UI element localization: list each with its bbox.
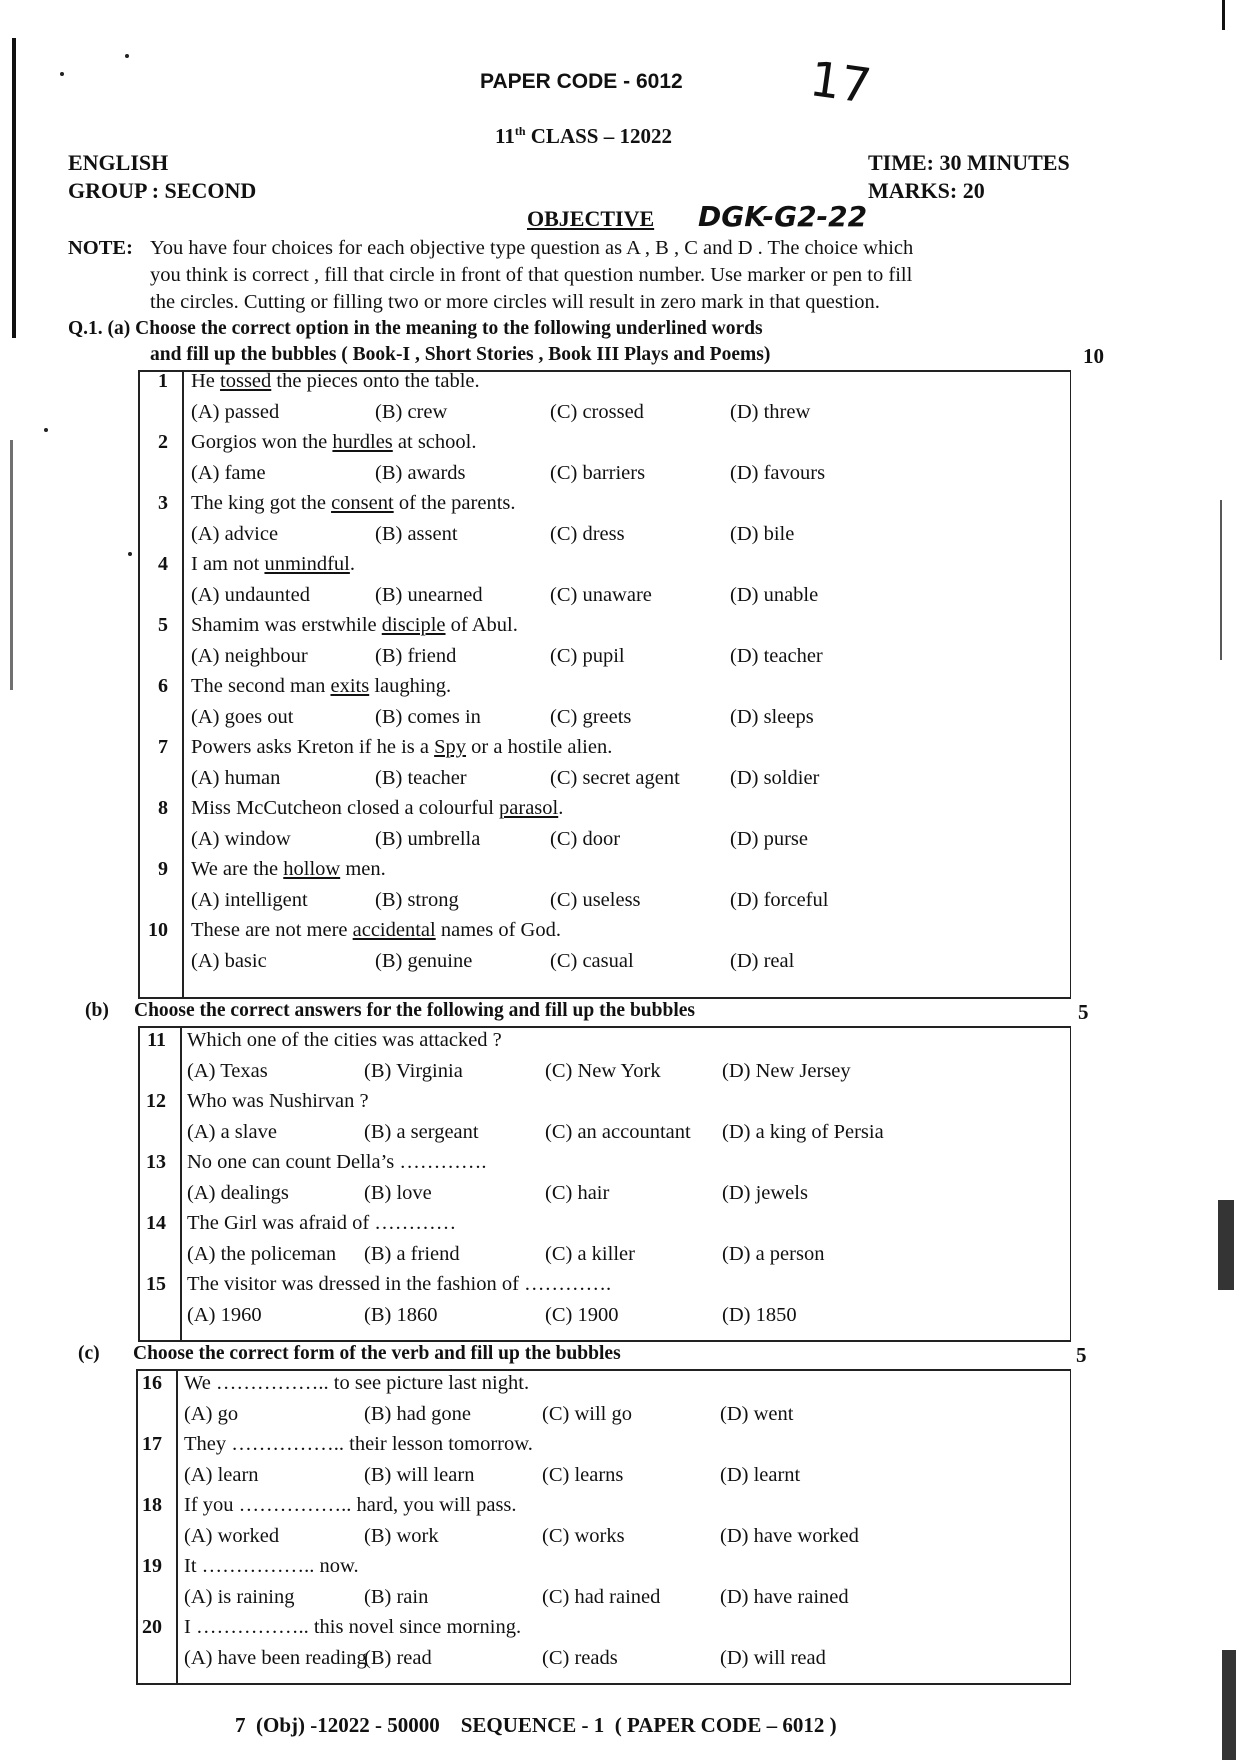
option-b: (B) work bbox=[364, 1524, 439, 1547]
option-d: (D) went bbox=[720, 1402, 794, 1425]
option-a: (A) undaunted bbox=[191, 583, 310, 606]
option-b: (B) a sergeant bbox=[364, 1120, 479, 1143]
scan-edge-right-mid bbox=[1220, 500, 1222, 660]
subject-label: ENGLISH bbox=[68, 150, 169, 175]
question-number: 15 bbox=[146, 1273, 166, 1295]
class-number: 11 bbox=[495, 124, 515, 148]
option-b: (B) 1860 bbox=[364, 1303, 438, 1326]
question-text: If you …………….. hard, you will pass. bbox=[184, 1494, 517, 1516]
question-text: No one can count Della’s …………. bbox=[187, 1151, 487, 1173]
option-a: (A) 1960 bbox=[187, 1303, 262, 1326]
underlined-word: tossed bbox=[220, 370, 272, 392]
option-a: (A) the policeman bbox=[187, 1242, 337, 1265]
option-a: (A) intelligent bbox=[191, 888, 308, 911]
option-d: (D) New Jersey bbox=[722, 1059, 851, 1082]
option-a: (A) a slave bbox=[187, 1120, 277, 1143]
question-number: 4 bbox=[158, 553, 168, 575]
option-c: (C) 1900 bbox=[545, 1303, 619, 1326]
option-a: (A) worked bbox=[184, 1524, 280, 1547]
question-number: 14 bbox=[146, 1212, 166, 1234]
scan-edge-right-bottom bbox=[1222, 1650, 1236, 1760]
section-b-marks: 5 bbox=[1078, 1000, 1089, 1024]
option-c: (C) an accountant bbox=[545, 1120, 691, 1143]
option-d: (D) unable bbox=[730, 583, 819, 606]
option-c: (C) secret agent bbox=[550, 766, 680, 789]
option-a: (A) have been reading bbox=[184, 1646, 367, 1669]
question-number: 2 bbox=[158, 431, 168, 453]
question-text bbox=[191, 553, 355, 576]
section-b-heading: Choose the correct answers for the following and fill up the bubbles bbox=[134, 1000, 695, 1021]
question-text-part: We are the bbox=[191, 858, 284, 880]
option-a: (A) goes out bbox=[191, 705, 294, 728]
option-c: (C) reads bbox=[542, 1646, 618, 1669]
option-d: (D) 1850 bbox=[722, 1303, 797, 1326]
question-number: 20 bbox=[142, 1616, 162, 1638]
scan-speck bbox=[125, 54, 129, 58]
question-number: 7 bbox=[158, 736, 168, 758]
question-text: I …………….. this novel since morning. bbox=[184, 1616, 522, 1638]
option-a: (A) basic bbox=[191, 949, 267, 972]
option-c: (C) casual bbox=[550, 949, 634, 972]
option-a: (A) neighbour bbox=[191, 644, 308, 667]
option-d: (D) threw bbox=[730, 400, 811, 423]
option-a: (A) window bbox=[191, 827, 291, 850]
question-text-part: The king got the bbox=[191, 492, 332, 514]
option-d: (D) sleeps bbox=[730, 705, 814, 728]
option-d: (D) teacher bbox=[730, 644, 823, 667]
scan-edge-left bbox=[12, 38, 16, 338]
question-text bbox=[191, 675, 451, 698]
option-d: (D) a king of Persia bbox=[722, 1120, 884, 1143]
question-text bbox=[191, 614, 518, 637]
option-a: (A) passed bbox=[191, 400, 280, 423]
section-a-marks: 10 bbox=[1083, 344, 1104, 368]
option-d: (D) have worked bbox=[720, 1524, 859, 1547]
option-b: (B) awards bbox=[375, 461, 466, 484]
option-b: (B) genuine bbox=[375, 949, 473, 972]
question-text-part: I am not bbox=[191, 553, 265, 575]
option-d: (D) bile bbox=[730, 522, 795, 545]
option-a: (A) is raining bbox=[184, 1585, 295, 1608]
question-text bbox=[191, 919, 561, 942]
question-text: Who was Nushirvan ? bbox=[187, 1090, 369, 1112]
question-text-part: laughing. bbox=[369, 675, 452, 697]
question-text bbox=[191, 492, 516, 515]
question-text-part: These are not mere bbox=[191, 919, 353, 941]
scan-edge-left-lower bbox=[10, 440, 13, 690]
option-d: (D) favours bbox=[730, 461, 826, 484]
question-text: It …………….. now. bbox=[184, 1555, 359, 1577]
note-line-3: the circles. Cutting or filling two or more circles will result in zero mark in that question. bbox=[150, 291, 880, 313]
scan-edge-right bbox=[1222, 0, 1225, 30]
question-text-part: Shamim was erstwhile bbox=[191, 614, 382, 636]
question-text: Which one of the cities was attacked ? bbox=[187, 1029, 502, 1051]
underlined-word: unmindful bbox=[264, 553, 350, 575]
option-d: (D) a person bbox=[722, 1242, 825, 1265]
section-b-label: (b) bbox=[85, 1000, 109, 1021]
option-a: (A) Texas bbox=[187, 1059, 268, 1082]
question-text-part: Gorgios won the bbox=[191, 431, 333, 453]
handwritten-mark: 17 bbox=[806, 51, 875, 115]
question-number: 17 bbox=[142, 1433, 162, 1455]
objective-heading: OBJECTIVE bbox=[527, 206, 655, 231]
handwritten-code: DGK-G2-22 bbox=[698, 200, 868, 233]
underlined-word: accidental bbox=[352, 919, 436, 941]
question-text-part: . bbox=[349, 553, 355, 575]
underlined-word: hurdles bbox=[332, 431, 393, 453]
question-number: 5 bbox=[158, 614, 168, 636]
question-text-part: the pieces onto the table. bbox=[271, 370, 480, 392]
scan-speck bbox=[44, 428, 48, 432]
option-b: (B) will learn bbox=[364, 1463, 475, 1486]
question-text: The Girl was afraid of ………… bbox=[187, 1212, 457, 1234]
option-b: (B) unearned bbox=[375, 583, 483, 606]
option-b: (B) strong bbox=[375, 888, 459, 911]
class-session: CLASS – 12022 bbox=[525, 124, 672, 148]
question-text-part: of the parents. bbox=[393, 492, 516, 514]
note-line-1: You have four choices for each objective type question as A , B , C and D . The choice which bbox=[150, 237, 914, 259]
underlined-word: consent bbox=[331, 492, 394, 514]
question-number: 3 bbox=[158, 492, 168, 514]
option-c: (C) hair bbox=[545, 1181, 610, 1204]
option-d: (D) purse bbox=[730, 827, 808, 850]
option-a: (A) advice bbox=[191, 522, 279, 545]
option-c: (C) useless bbox=[550, 888, 641, 911]
option-b: (B) read bbox=[364, 1646, 432, 1669]
option-a: (A) dealings bbox=[187, 1181, 289, 1204]
question-text-part: or a hostile alien. bbox=[466, 736, 613, 758]
question-number: 16 bbox=[142, 1372, 162, 1394]
scan-edge-right-block bbox=[1218, 1200, 1234, 1290]
option-c: (C) New York bbox=[545, 1059, 661, 1082]
question-text-part: The second man bbox=[191, 675, 331, 697]
underlined-word: Spy bbox=[434, 736, 467, 758]
question-text-part: . bbox=[558, 797, 564, 819]
question-number: 8 bbox=[158, 797, 168, 819]
question-number: 13 bbox=[146, 1151, 166, 1173]
question-number: 19 bbox=[142, 1555, 162, 1577]
underlined-word: parasol bbox=[499, 797, 559, 819]
option-b: (B) rain bbox=[364, 1585, 429, 1608]
question-text: We …………….. to see picture last night. bbox=[184, 1372, 530, 1394]
option-c: (C) will go bbox=[542, 1402, 632, 1425]
paper-code-title: PAPER CODE - 6012 bbox=[480, 70, 683, 93]
option-a: (A) learn bbox=[184, 1463, 259, 1486]
option-a: (A) fame bbox=[191, 461, 266, 484]
question-text: The visitor was dressed in the fashion of …………. bbox=[187, 1273, 612, 1295]
option-d: (D) forceful bbox=[730, 888, 829, 911]
option-b: (B) friend bbox=[375, 644, 457, 667]
option-d: (D) will read bbox=[720, 1646, 826, 1669]
question-number: 9 bbox=[158, 858, 168, 880]
option-b: (B) teacher bbox=[375, 766, 467, 789]
option-c: (C) works bbox=[542, 1524, 625, 1547]
option-b: (B) love bbox=[364, 1181, 432, 1204]
question-text-part: Powers asks Kreton if he is a bbox=[191, 736, 435, 758]
option-b: (B) had gone bbox=[364, 1402, 472, 1425]
question-text: They …………….. their lesson tomorrow. bbox=[184, 1433, 533, 1455]
note-line-2: you think is correct , fill that circle in front of that question number. Use marker or pen to fill bbox=[150, 264, 913, 286]
option-d: (D) have rained bbox=[720, 1585, 849, 1608]
question-number: 12 bbox=[146, 1090, 166, 1112]
underlined-word: disciple bbox=[381, 614, 446, 636]
option-d: (D) jewels bbox=[722, 1181, 808, 1204]
question-text bbox=[191, 858, 386, 881]
section-c-marks: 5 bbox=[1076, 1343, 1087, 1367]
question-text-part: of Abul. bbox=[445, 614, 518, 636]
option-c: (C) had rained bbox=[542, 1585, 661, 1608]
option-c: (C) a killer bbox=[545, 1242, 635, 1265]
section-a-heading-1: Q.1. (a) Choose the correct option in the meaning to the following underlined words bbox=[68, 318, 763, 339]
question-number: 10 bbox=[148, 919, 168, 941]
section-c-label: (c) bbox=[78, 1343, 100, 1364]
class-line bbox=[495, 124, 672, 149]
underlined-word: hollow bbox=[283, 858, 341, 880]
section-a-heading-2: and fill up the bubbles ( Book-I , Short Stories , Book III Plays and Poems) bbox=[150, 344, 771, 365]
option-b: (B) assent bbox=[375, 522, 458, 545]
question-text-part: Miss McCutcheon closed a colourful bbox=[191, 797, 500, 819]
question-text-part: at school. bbox=[392, 431, 477, 453]
option-c: (C) dress bbox=[550, 522, 625, 545]
note-label: NOTE: bbox=[68, 237, 133, 259]
marks-label: MARKS: 20 bbox=[868, 178, 985, 203]
option-b: (B) comes in bbox=[375, 705, 481, 728]
option-b: (B) a friend bbox=[364, 1242, 460, 1265]
question-text bbox=[191, 797, 563, 820]
footer-sequence: 7 (Obj) -12022 - 50000 SEQUENCE - 1 ( PAPER CODE – 6012 ) bbox=[235, 1713, 837, 1737]
option-a: (A) human bbox=[191, 766, 281, 789]
question-number: 11 bbox=[147, 1029, 166, 1051]
option-c: (C) greets bbox=[550, 705, 632, 728]
option-a: (A) go bbox=[184, 1402, 239, 1425]
option-c: (C) learns bbox=[542, 1463, 624, 1486]
class-sup: th bbox=[514, 124, 526, 138]
scan-speck bbox=[60, 72, 64, 76]
scan-speck bbox=[128, 552, 132, 556]
option-c: (C) crossed bbox=[550, 400, 644, 423]
option-d: (D) learnt bbox=[720, 1463, 801, 1486]
question-text-part: names of God. bbox=[435, 919, 561, 941]
question-text-part: men. bbox=[340, 858, 386, 880]
option-d: (D) real bbox=[730, 949, 795, 972]
option-c: (C) pupil bbox=[550, 644, 625, 667]
question-number: 1 bbox=[158, 370, 168, 392]
option-c: (C) unaware bbox=[550, 583, 652, 606]
option-c: (C) door bbox=[550, 827, 621, 850]
underlined-word: exits bbox=[330, 675, 370, 697]
group-label: GROUP : SECOND bbox=[68, 178, 257, 203]
question-number: 6 bbox=[158, 675, 168, 697]
question-text bbox=[191, 431, 476, 454]
section-c-heading: Choose the correct form of the verb and fill up the bubbles bbox=[133, 1343, 621, 1364]
option-b: (B) crew bbox=[375, 400, 448, 423]
question-text-part: He bbox=[191, 370, 221, 392]
question-number: 18 bbox=[142, 1494, 162, 1516]
question-text bbox=[191, 370, 480, 393]
option-b: (B) umbrella bbox=[375, 827, 481, 850]
option-b: (B) Virginia bbox=[364, 1059, 463, 1082]
question-text bbox=[191, 736, 612, 759]
time-label: TIME: 30 MINUTES bbox=[868, 150, 1070, 175]
option-d: (D) soldier bbox=[730, 766, 820, 789]
option-c: (C) barriers bbox=[550, 461, 646, 484]
